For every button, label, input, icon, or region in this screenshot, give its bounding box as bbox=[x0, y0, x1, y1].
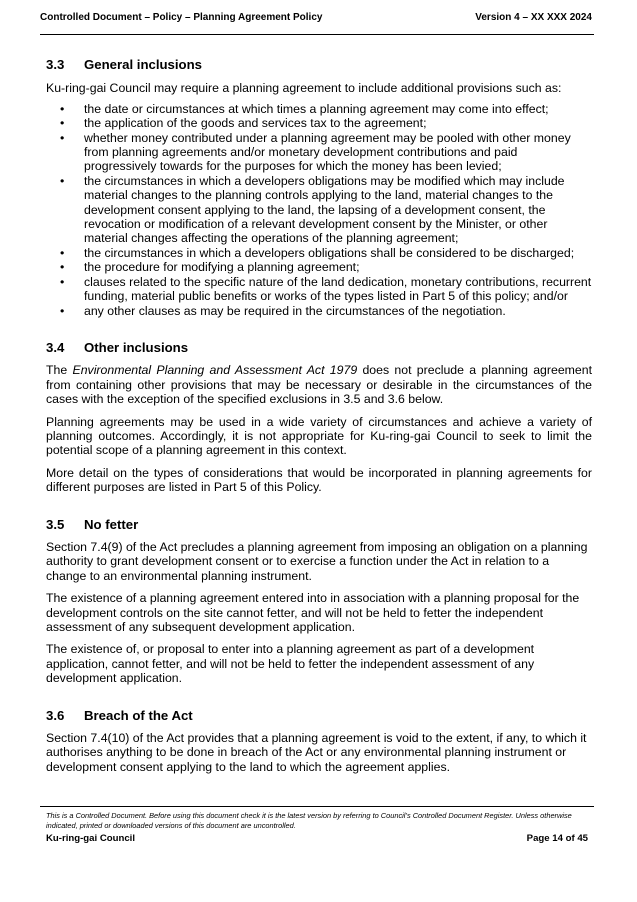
list-item: • the date or circumstances at which times a planning agreement may come into effect; bbox=[60, 101, 549, 116]
list-item: • the circumstances in which a developers obligations may be modified which may include material changes to the planning controls applying to the land, material changes to the development consent applying to the land, the lapsing of a development consent, the revocation or modification of a relevant development consent by the Minister, or other material changes affecting the operations of the planning agreement; bbox=[60, 173, 565, 246]
list-item: • clauses related to the specific nature of the land dedication, monetary contributions, recurrent funding, material public benefits or works of the types listed in Part 5 of this policy; and/or bbox=[60, 274, 592, 304]
footer-divider bbox=[40, 806, 594, 807]
section-number: 3.6 bbox=[46, 707, 65, 723]
footer-organisation: Ku-ring-gai Council bbox=[46, 833, 135, 844]
list-item: • any other clauses as may be required in the circumstances of the negotiation. bbox=[60, 303, 506, 318]
section-3-6-paragraph-1: Section 7.4(10) of the Act provides that a planning agreement is void to the extent, if any, to which it authorises anything to be done in breach of the Act or any environmental planning instrument or development consent applying to the land to which the agreement applies. bbox=[46, 731, 587, 774]
inclusions-list bbox=[46, 102, 592, 318]
list-item: • the application of the goods and services tax to the agreement; bbox=[60, 116, 427, 131]
list-item: • whether money contributed under a planning agreement may be pooled with other money from planning agreements and/or monetary development contributions and paid progressively towards for the purposes for which the money has been levied; bbox=[60, 130, 571, 174]
page-number: Page 14 of 45 bbox=[526, 833, 588, 844]
section-number: 3.3 bbox=[46, 57, 65, 72]
section-3-3-heading bbox=[46, 58, 592, 72]
section-title: No fetter bbox=[84, 516, 139, 532]
header-title: Controlled Document – Policy – Planning Agreement Policy bbox=[40, 12, 323, 23]
page-footer bbox=[46, 833, 588, 844]
header-version: Version 4 – XX XXX 2024 bbox=[475, 12, 592, 23]
header-divider bbox=[40, 34, 594, 35]
section-3-4-paragraph-1: The Environmental Planning and Assessment Act 1979 does not preclude a planning agreement from containing other provisions that may be necessary or desirable in the circumstances of the cases with the exception of the specified exclusions in 3.5 and 3.6 below. bbox=[46, 363, 592, 407]
section-3-5-paragraph-3: The existence of, or proposal to enter into a planning agreement as part of a development application, cannot fetter, and will not be held to fetter the independent assessment of any development application. bbox=[46, 642, 535, 686]
section-3-6-heading bbox=[46, 709, 592, 723]
section-3-3-intro: Ku-ring-gai Council may require a planning agreement to include additional provisions such as: bbox=[46, 81, 562, 96]
section-3-5-paragraph-1: Section 7.4(9) of the Act precludes a planning agreement from imposing an obligation on a planning authority to grant development consent or to exercise a function under the Act in relation to a change to an environmental planning instrument. bbox=[46, 539, 588, 583]
section-3-5-paragraph-2: The existence of a planning agreement entered into in association with a planning proposal for the development controls on the site cannot fetter, and will not be held to fetter the independent assessment of any subsequent development application. bbox=[46, 591, 580, 634]
section-number: 3.5 bbox=[46, 516, 65, 532]
section-3-4-paragraph-3: More detail on the types of considerations that would be incorporated in planning agreements for different purposes are listed in Part 5 of this Policy. bbox=[46, 465, 592, 495]
section-title: Other inclusions bbox=[84, 339, 189, 355]
list-item: • the procedure for modifying a planning agreement; bbox=[60, 260, 360, 275]
section-title: General inclusions bbox=[84, 57, 202, 72]
page-header bbox=[40, 12, 592, 23]
section-3-4-paragraph-2: Planning agreements may be used in a wide variety of circumstances and achieve a variety of planning outcomes. Accordingly, it is not appropriate for Ku-ring-gai Council to seek to limit the potential scope of a planning agreement in this context. bbox=[46, 414, 592, 458]
list-item: • the circumstances in which a developers obligations shall be considered to be discharged; bbox=[60, 245, 575, 260]
controlled-document-notice: This is a Controlled Document. Before using this document check it is the latest version by referring to Council’s Controlled Document Register. Unless otherwise indicated, printed or downloaded versions of this document are uncontrolled. bbox=[46, 811, 572, 830]
section-number: 3.4 bbox=[46, 339, 65, 355]
section-title: Breach of the Act bbox=[84, 707, 193, 723]
section-3-4-heading bbox=[46, 341, 592, 355]
document-body bbox=[46, 58, 592, 774]
section-3-5-heading bbox=[46, 518, 592, 532]
